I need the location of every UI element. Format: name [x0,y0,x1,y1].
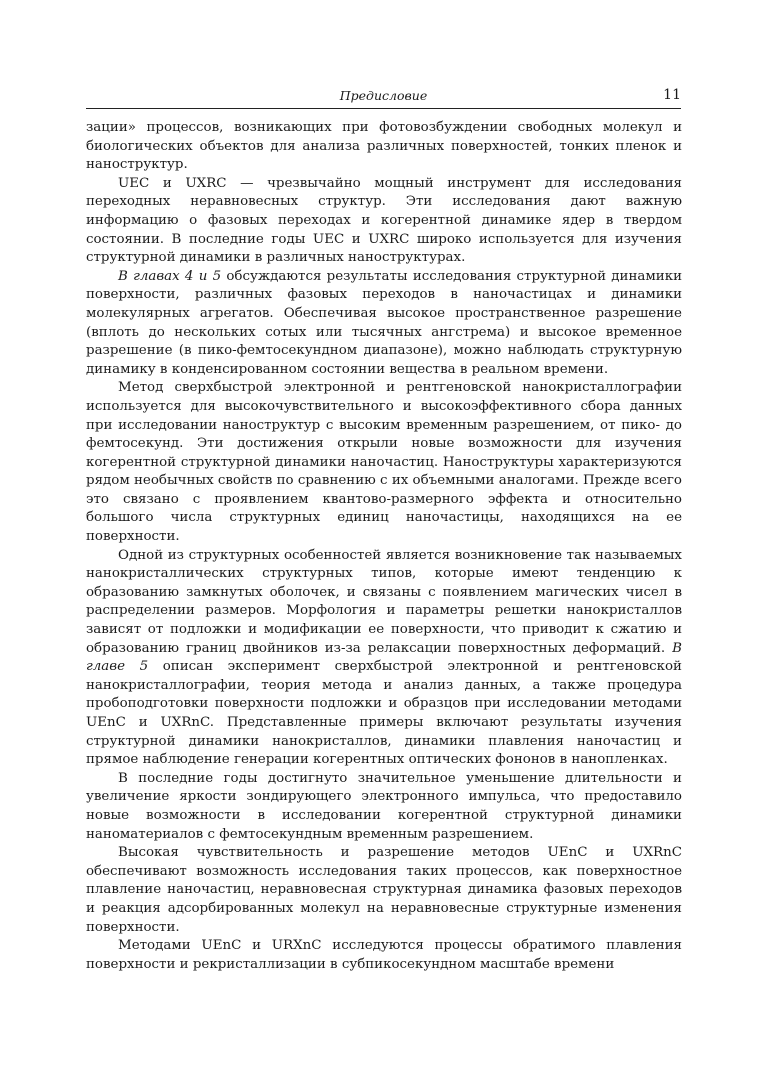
paragraph [86,844,682,937]
chapter-reference: В главах 4 и 5 [118,268,222,284]
paragraph [86,175,682,268]
text-run: обсуждаются результаты исследования структурной динамики поверхности, различных фазовых переходов в наночастицах и динамики молекулярных агрегатов. Обеспечивая высокое пространственное разрешение (вплоть до нескольких сотых или тысячных ангстрема) и высокое временное разрешение (в пико-фемтосекундном диапазоне), можно наблюдать структурную динамику в конденсированном состоянии вещества в реальном времени. [86,268,683,377]
chapter-reference: В главе 5 [86,640,682,675]
text-run: зации» процессов, возникающих при фотовозбуждении свободных молекул и биологических объектов для анализа различных поверхностей, тонких пленок и наноструктур. [86,120,682,173]
running-header [86,86,681,109]
text-run: UEC и UXRC — чрезвычайно мощный инструмент для исследования переходных неравновесных структур. Эти исследования дают важную информацию о фазовых переходах и когерентной динамике ядер в твердом состоянии. В последние годы UEC и UXRC широко используется для изучения структурной динамики в различных наноструктурах. [86,175,682,266]
paragraph [86,379,682,546]
body-text [86,119,682,974]
text-run: Одной из структурных особенностей является возникновение так называемых нанокристаллических структурных типов, которые имеют тенденцию к образованию замкнутых оболочек, и связаны с появлением магических чисел в распределении размеров. Морфология и параметры решетки нанокристаллов зависят от подложки и модификации ее поверхности, что приводит к сжатию и образованию границ двойников из-за релаксации поверхностных деформаций. [86,547,682,656]
paragraph [86,770,682,844]
paragraph [86,547,682,770]
running-header-title: Предисловие [339,88,428,103]
text-run: Высокая чувствительность и разрешение методов UEnC и UXRnC обеспечивают возможность исследования таких процессов, как поверхностное плавление наночастиц, неравновесная структурная динамика фазовых переходов и реакция адсорбированных молекул на неравновесные структурные изменения поверхности. [86,845,682,935]
text-run: описан эксперимент сверхбыстрой электронной и рентгеновской нанокристаллографии, теория метода и анализ данных, а также процедура пробоподготовки поверхности подложки и образцов при исследовании методами UEnC и UXRnC. Представленные примеры включают результаты изучения структурной динамики нанокристаллов, динамики плавления наночастиц и прямое наблюдение генерации когерентных оптических фононов в нанопленках. [86,659,682,768]
paragraph [86,937,682,974]
text-run: Метод сверхбыстрой электронной и рентгеновской нанокристаллографии используется для высокочувствительного и высокоэффективного сбора данных при исследовании наноструктур с высоким временным разрешением, от пико- до фемтосекунд. Эти достижения открыли новые возможности для изучения когерентной структурной динамики наночастиц. Наноструктуры характеризуются рядом необычных свойств по сравнению с их объемными аналогами. Прежде всего это связано с проявлением квантово-размерного эффекта и относительно большого числа структурных единиц наночастицы, находящихся на ее поверхности. [86,380,682,545]
paragraph [86,119,682,175]
text-run: Методами UEnC и URXnC исследуются процессы обратимого плавления поверхности и рекристаллизации в субпикосекундном масштабе времени [86,938,682,972]
paragraph [86,268,682,380]
text-run: В последние годы достигнуто значительное уменьшение длительности и увеличение яркости зондирующего электронного импульса, что предоставило новые возможности в исследовании когерентной структурной динамики наноматериалов с фемтосекундным временным разрешением. [86,770,682,842]
page-number: 11 [663,87,681,103]
